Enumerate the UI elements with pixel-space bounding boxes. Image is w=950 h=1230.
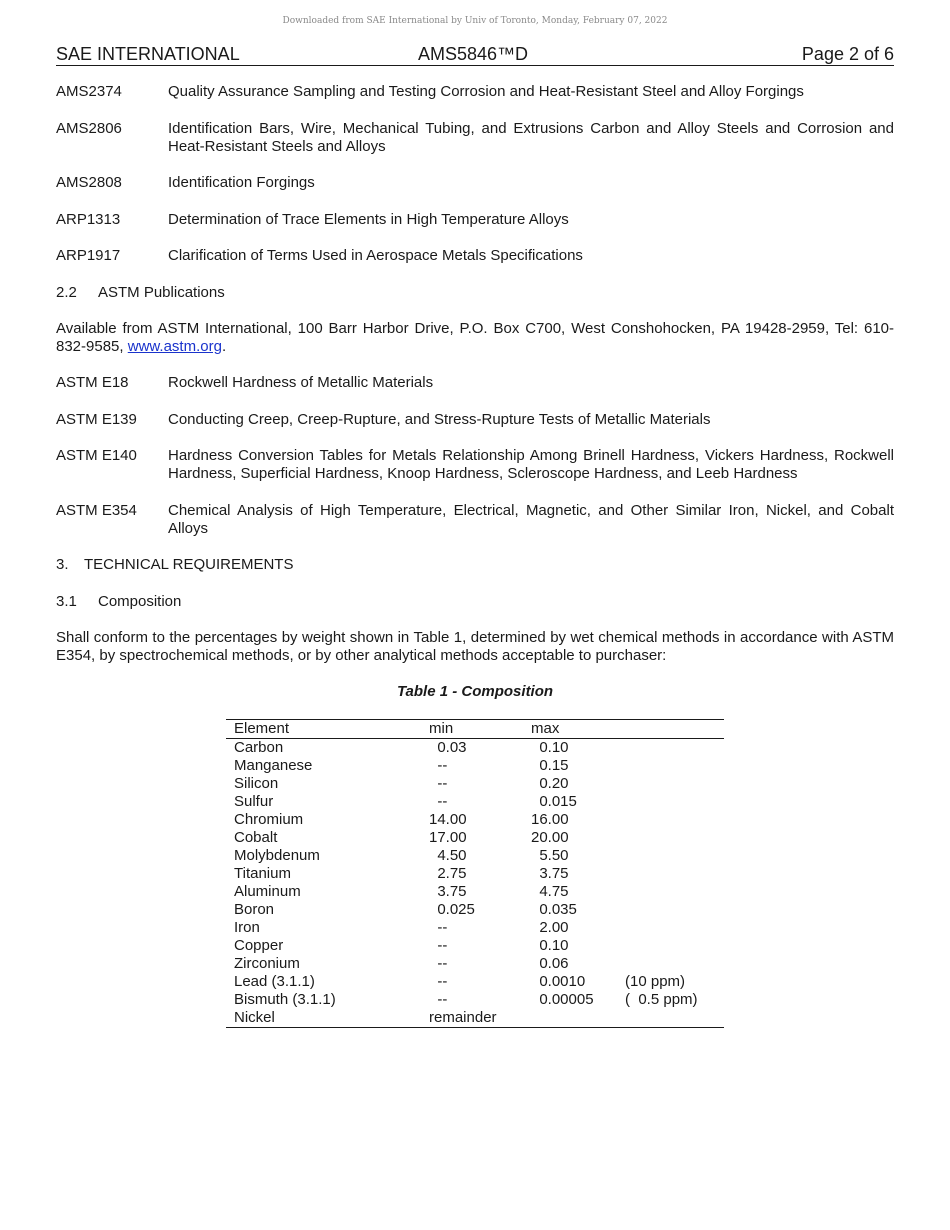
element-cell: Bismuth (3.1.1): [234, 991, 336, 1008]
reference-title: Hardness Conversion Tables for Metals Relationship Among Brinell Hardness, Vickers Hardness, Rockwell Hardness, Superficial Hardness, Knoop Hardness, Scleroscope Hardness, and Leeb Hardness: [168, 447, 894, 482]
table-row: [226, 757, 724, 775]
reference-code: ASTM E18: [56, 374, 129, 391]
min-cell: --: [429, 973, 448, 990]
element-cell: Cobalt: [234, 829, 278, 846]
table-row: [226, 955, 724, 973]
note-cell: [625, 937, 724, 955]
reference-entry: [56, 502, 894, 538]
element-cell: Carbon: [234, 739, 284, 756]
reference-entry: [56, 374, 894, 392]
section-heading-astm: [56, 284, 225, 302]
section-number: 2.2: [56, 284, 77, 301]
reference-code: AMS2808: [56, 174, 122, 191]
max-cell: 0.00005: [531, 991, 594, 1008]
table-row: [226, 883, 724, 901]
table-row: [226, 937, 724, 955]
reference-entry: [56, 211, 894, 229]
max-cell: [531, 1009, 625, 1028]
table-row: [226, 829, 724, 847]
reference-title: Identification Bars, Wire, Mechanical Tubing, and Extrusions Carbon and Alloy Steels and Corrosion and Heat-Resistant Steels and Alloys: [168, 120, 894, 155]
table-row: [226, 1009, 724, 1028]
reference-code: ASTM E140: [56, 447, 137, 464]
max-cell: 2.00: [531, 919, 569, 936]
element-cell: Manganese: [234, 757, 313, 774]
astm-availability-end: .: [221, 338, 227, 355]
max-cell: 0.10: [531, 937, 569, 954]
composition-table: [226, 719, 724, 1028]
min-cell: 2.75: [429, 865, 467, 882]
min-cell: --: [429, 955, 448, 972]
reference-entry: [56, 174, 894, 192]
note-cell: [625, 919, 724, 937]
table-row: [226, 865, 724, 883]
reference-entry: [56, 411, 894, 429]
reference-entry: [56, 447, 894, 483]
reference-title: Rockwell Hardness of Metallic Materials: [168, 374, 434, 391]
reference-code: ASTM E139: [56, 411, 137, 428]
min-cell: 14.00: [429, 811, 467, 828]
max-cell: 4.75: [531, 883, 569, 900]
min-cell: 3.75: [429, 883, 467, 900]
header-element: Element: [226, 720, 429, 739]
section-number: 3.: [56, 556, 69, 573]
table-header-row: [226, 720, 724, 739]
max-cell: 0.0010: [531, 973, 586, 990]
section-title: Composition: [98, 593, 182, 610]
reference-title: Conducting Creep, Creep-Rupture, and Stress-Rupture Tests of Metallic Materials: [168, 411, 711, 428]
note-cell: [625, 901, 724, 919]
table-row: [226, 793, 724, 811]
max-cell: 16.00: [531, 811, 569, 828]
astm-website-link[interactable]: www.astm.org: [127, 338, 222, 355]
note-cell: [625, 955, 724, 973]
note-cell: [625, 757, 724, 775]
reference-entry: [56, 120, 894, 156]
header-note: [625, 720, 724, 739]
header-page-number: Page 2 of 6: [801, 44, 894, 64]
reference-title: Quality Assurance Sampling and Testing Corrosion and Heat-Resistant Steel and Alloy Forgings: [168, 83, 804, 100]
reference-title: Clarification of Terms Used in Aerospace Metals Specifications: [168, 247, 583, 264]
note-cell: [625, 1009, 724, 1028]
min-cell: --: [429, 793, 448, 810]
note-cell: [625, 793, 724, 811]
reference-code: AMS2806: [56, 120, 122, 137]
note-cell: (10 ppm): [625, 973, 686, 990]
page-header: [56, 44, 894, 66]
note-cell: [625, 811, 724, 829]
max-cell: 0.10: [531, 739, 569, 756]
max-cell: 20.00: [531, 829, 569, 846]
reference-title: Identification Forgings: [168, 174, 315, 191]
min-cell: 17.00: [429, 829, 467, 846]
element-cell: Copper: [234, 937, 284, 954]
min-cell: 0.025: [429, 901, 475, 918]
section-heading-composition: [56, 593, 181, 611]
reference-code: ARP1917: [56, 247, 121, 264]
max-cell: 0.015: [531, 793, 577, 810]
table-caption: Table 1 - Composition: [396, 683, 554, 700]
max-cell: 3.75: [531, 865, 569, 882]
element-cell: Nickel: [226, 1009, 429, 1028]
section-number: 3.1: [56, 593, 77, 610]
element-cell: Aluminum: [234, 883, 301, 900]
element-cell: Silicon: [234, 775, 279, 792]
max-cell: 0.06: [531, 955, 569, 972]
reference-code: ASTM E354: [56, 502, 137, 519]
note-cell: [625, 829, 724, 847]
section-heading-technical: [56, 556, 293, 574]
element-cell: Boron: [234, 901, 275, 918]
table-row: [226, 973, 724, 991]
min-cell: 0.03: [429, 739, 467, 756]
element-cell: Lead (3.1.1): [234, 973, 315, 990]
min-cell: --: [429, 775, 448, 792]
header-org: SAE INTERNATIONAL: [56, 44, 240, 64]
header-min: min: [429, 720, 531, 739]
header-doc-number: AMS5846™D: [418, 44, 529, 64]
table-row: [226, 901, 724, 919]
reference-entry: [56, 83, 894, 101]
composition-paragraph: Shall conform to the percentages by weight shown in Table 1, determined by wet chemical methods in accordance with ASTM E354, by spectrochemical methods, or by other analytical methods acceptable to purchaser:: [56, 629, 894, 664]
element-cell: Iron: [234, 919, 260, 936]
max-cell: 0.035: [531, 901, 577, 918]
min-cell: remainder: [429, 1009, 531, 1028]
max-cell: 5.50: [531, 847, 569, 864]
section-title: TECHNICAL REQUIREMENTS: [84, 556, 294, 573]
section-title: ASTM Publications: [98, 284, 225, 301]
table-row: [226, 847, 724, 865]
header-max: max: [531, 720, 625, 739]
table-row: [226, 775, 724, 793]
astm-availability-paragraph: [56, 320, 894, 356]
astm-availability-text: Available from ASTM International, 100 Barr Harbor Drive, P.O. Box C700, West Conshohocken, PA 19428-2959, Tel: 610-832-9585,: [56, 320, 894, 355]
max-cell: 0.15: [531, 757, 569, 774]
reference-code: AMS2374: [56, 83, 122, 100]
table-row: [226, 739, 724, 758]
min-cell: 4.50: [429, 847, 467, 864]
note-cell: [625, 775, 724, 793]
element-cell: Sulfur: [234, 793, 274, 810]
min-cell: --: [429, 937, 448, 954]
table-row: [226, 991, 724, 1009]
min-cell: --: [429, 991, 448, 1008]
note-cell: ( 0.5 ppm): [625, 991, 698, 1008]
note-cell: [625, 847, 724, 865]
table-row: [226, 811, 724, 829]
element-cell: Molybdenum: [234, 847, 320, 864]
table-row: [226, 919, 724, 937]
min-cell: --: [429, 919, 448, 936]
reference-title: Determination of Trace Elements in High Temperature Alloys: [168, 211, 569, 228]
download-watermark: Downloaded from SAE International by Univ of Toronto, Monday, February 07, 2022: [282, 16, 668, 26]
element-cell: Zirconium: [234, 955, 300, 972]
min-cell: --: [429, 757, 448, 774]
element-cell: Titanium: [234, 865, 291, 882]
reference-entry: [56, 247, 894, 265]
note-cell: [625, 865, 724, 883]
element-cell: Chromium: [234, 811, 304, 828]
reference-title: Chemical Analysis of High Temperature, Electrical, Magnetic, and Other Similar Iron, Nickel, and Cobalt Alloys: [168, 502, 894, 537]
max-cell: 0.20: [531, 775, 569, 792]
reference-code: ARP1313: [56, 211, 121, 228]
note-cell: [625, 739, 724, 758]
note-cell: [625, 883, 724, 901]
